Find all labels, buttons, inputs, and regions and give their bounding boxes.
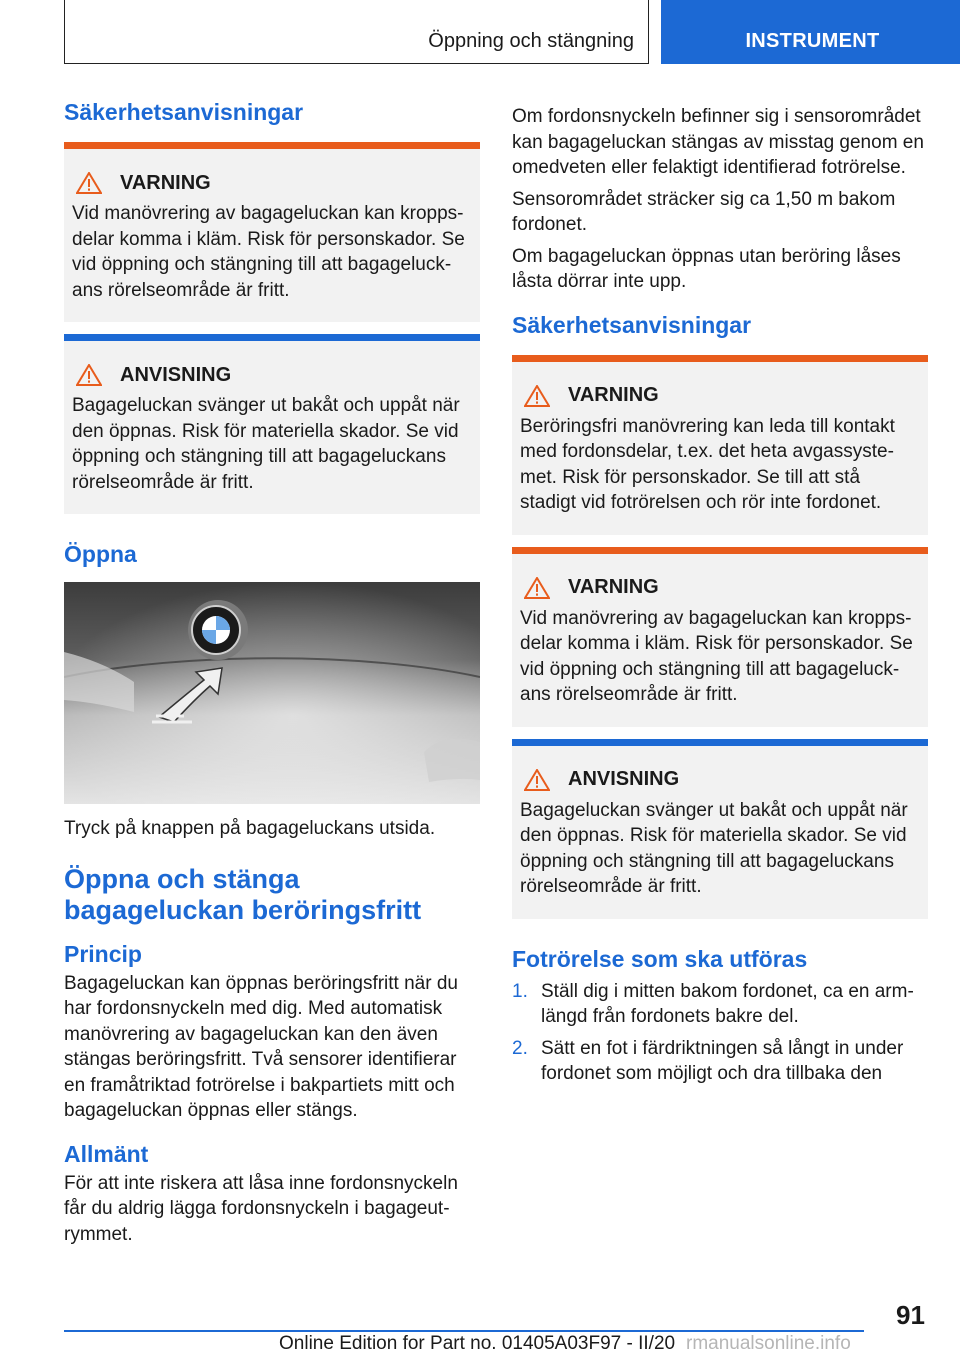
step-number: 1. [512, 980, 528, 1002]
footer-watermark[interactable]: rmanualsonline.info [686, 1333, 851, 1354]
sensor-range-para-2: Sensorområdet sträcker sig ca 1,50 m bakom fordonet. [512, 188, 896, 235]
warning-text: Beröringsfri manövrering kan leda till kontakt med fordonsdelar, t.ex. det heta avgassystemet. Risk för personskador. Se till att stå stadigt vid fotrörelsen och rör inte fordonet. [520, 415, 895, 513]
header-chapter-label: INSTRUMENT [745, 30, 880, 52]
warning-text: Vid manövrering av bagageluckan kan kroppsdelar komma i kläm. Risk för personskador. Se vid öppning och stängning till att bagageluckans rörelseområde är fritt. [520, 607, 913, 705]
heading-open: Öppna [64, 541, 137, 567]
step-number: 2. [512, 1037, 528, 1059]
heading-principle: Princip [64, 940, 142, 967]
page-number: 91 [896, 1300, 925, 1330]
warning-title: VARNING [520, 382, 920, 410]
notice-title: ANVISNING [72, 361, 472, 389]
notice-box-right-1 [512, 739, 928, 919]
warning-triangle-icon [524, 385, 550, 407]
heading-safety-right: Säkerhetsanvisningar [512, 311, 752, 338]
notice-title: ANVISNING [520, 766, 920, 794]
principle-text: Bagageluckan kan öppnas beröringsfritt när du har fordonsnyckeln med dig. Med automatisk manövrering av bagageluckan kan den även stängas beröringsfritt. Två sensorer identifierar en framåtriktad fotrörelse i bakpartiets mitt och bagageluckan öppnas eller stängs. [64, 972, 458, 1121]
header-section-box [64, 0, 649, 64]
warning-text: Vid manövrering av bagageluckan kan kroppsdelar komma i kläm. Risk för personskador. Se vid öppning och stängning till att bagageluckans rörelseområde är fritt. [72, 203, 465, 301]
heading-touchless: Öppna och stänga bagageluckan beröringsfritt [64, 863, 422, 925]
steps-list [512, 979, 928, 1087]
left-column [64, 98, 480, 1247]
heading-general: Allmänt [64, 1140, 149, 1167]
general-text: För att inte riskera att låsa inne fordonsnyckeln får du aldrig lägga fordonsnyckeln i bagageutrymmet. [64, 1172, 458, 1245]
notice-text: Bagageluckan svänger ut bakåt och uppåt när den öppnas. Risk för materiella skador. Se vid öppning och stängning till att bagageluckans rörelseområde är fritt. [520, 799, 908, 897]
warning-box-right-1 [512, 355, 928, 535]
sensor-range-para-3: Om bagageluckan öppnas utan beröring låses låsta dörrar inte upp. [512, 245, 901, 292]
notice-box-left-1 [64, 334, 480, 514]
warning-triangle-icon [76, 364, 102, 386]
heading-safety-left: Säkerhetsanvisningar [64, 99, 304, 125]
heading-foot-motion: Fotrörelse som ska utföras [512, 945, 808, 972]
header-chapter-tab[interactable] [661, 0, 960, 64]
header-section-title: Öppning och stängning [428, 30, 634, 52]
right-column [512, 104, 928, 1087]
notice-text: Bagageluckan svänger ut bakåt och uppåt när den öppnas. Risk för materiella skador. Se vid öppning och stängning till att bagageluckans rörelseområde är fritt. [72, 395, 460, 493]
footer-divider [64, 1330, 864, 1332]
footer-edition: Online Edition for Part no. 01405A03F97 - II/20 [279, 1333, 676, 1354]
figure-caption: Tryck på knappen på bagageluckans utsida. [64, 818, 436, 839]
step-text: Sätt en fot i färdriktningen så långt in under fordonet som möjligt och dra tillbaka den [541, 1037, 904, 1084]
list-item [512, 1036, 928, 1087]
sensor-range-para-1: Om fordonsnyckeln befinner sig i sensorområdet kan bagageluckan stängas av misstag genom en omedveten eller felaktigt identifierad fotrörelse. [512, 106, 924, 178]
step-text: Ställ dig i mitten bakom fordonet, ca en armlängd från fordonets bakre del. [541, 980, 914, 1027]
warning-title: VARNING [72, 169, 472, 197]
warning-title: VARNING [520, 574, 920, 602]
warning-triangle-icon [524, 577, 550, 599]
warning-triangle-icon [76, 172, 102, 194]
trunk-button-illustration [64, 582, 480, 804]
warning-triangle-icon [524, 769, 550, 791]
list-item [512, 979, 928, 1030]
warning-box-left-1 [64, 142, 480, 322]
warning-box-right-2 [512, 547, 928, 727]
